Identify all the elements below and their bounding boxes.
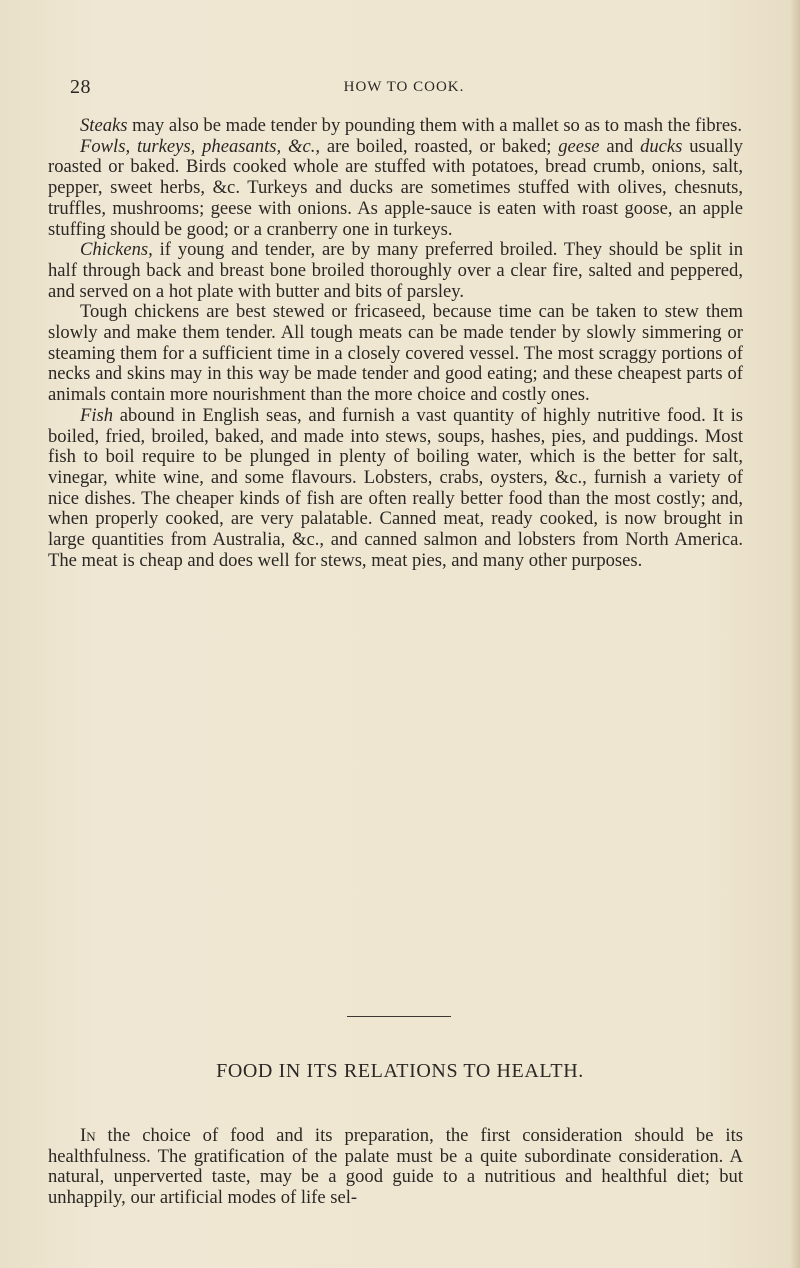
section-body xyxy=(48,1126,743,1209)
paragraph-fowls xyxy=(48,137,743,241)
body-text xyxy=(48,116,743,571)
lead-term: geese xyxy=(558,135,600,157)
lead-term: Chickens, xyxy=(80,239,153,261)
paragraph-text: usually roasted or baked. Birds cooked whole are stuffed with potatoes, bread crumb, onions, salt, pepper, sweet herbs, &c. Turkeys and ducks are sometimes stuffed with olives, chesnuts, truffles, mushrooms; geese with onions. As apple-sauce is eaten with roast goose, an apple stuffing should be good; or a cranberry one in turkeys. xyxy=(48,135,743,240)
paragraph-text: may also be made tender by pounding them with a mallet so as to mash the fibres. xyxy=(127,115,742,136)
section-divider xyxy=(347,1016,451,1017)
paragraph-text: the choice of food and its preparation, the first consideration should be its healthfulness. The gratification of the palate must be a quite subordinate consideration. A natural, unperverted taste, may be a good guide to a nutritious and healthful diet; but unhappily, our artificial modes of life sel- xyxy=(48,1125,743,1209)
paragraph-text: Tough chickens are best stewed or fricaseed, because time can be taken to stew them slowly and make them tender. All tough meats can be made tender by slowly simmering or steaming them for a sufficient time in a closely covered vessel. The most scraggy portions of necks and skins may in this way be made tender and good eating; and these cheapest parts of animals contain more nourishment than the more choice and costly ones. xyxy=(48,301,743,406)
page-number: 28 xyxy=(70,76,91,98)
paragraph-text: abound in English seas, and furnish a vast quantity of highly nutritive food. It is boiled, fried, broiled, baked, and made into stews, soups, hashes, pies, and puddings. Most fish to boil require to be plunged in plenty of boiling water, which is the better for salt, vinegar, white wine, and some flavours. Lobsters, crabs, oysters, &c., furnish a variety of nice dishes. The cheaper kinds of fish are often really better food than the most costly; and, when properly cooked, are very palatable. Canned meat, ready cooked, is now brought in large quantities from Australia, &c., and canned salmon and lobsters from North America. The meat is cheap and does well for stews, meat pies, and many other purposes. xyxy=(48,404,743,571)
opening-word: In xyxy=(80,1125,96,1146)
page-header xyxy=(70,76,738,100)
paragraph-health xyxy=(48,1126,743,1209)
paragraph-text: are boiled, roasted, or baked; xyxy=(320,135,559,157)
paragraph-chickens xyxy=(48,240,743,302)
running-head: HOW TO COOK. xyxy=(343,79,465,95)
paragraph-steaks xyxy=(48,116,743,137)
lead-term: Fish xyxy=(80,404,114,426)
section-heading: FOOD IN ITS RELATIONS TO HEALTH. xyxy=(216,1060,584,1082)
lead-term: Steaks xyxy=(80,115,128,136)
paragraph-tough-chickens xyxy=(48,302,743,406)
lead-term: Fowls, turkeys, pheasants, &c., xyxy=(80,135,320,157)
lead-term: ducks xyxy=(640,135,683,157)
paragraph-text: and xyxy=(599,135,641,157)
paragraph-fish xyxy=(48,406,743,572)
paragraph-text: if young and tender, are by many preferred broiled. They should be split in half through back and breast bone broiled thoroughly over a clear fire, salted and peppered, and served on a hot plate with butter and bits of parsley. xyxy=(48,239,743,302)
